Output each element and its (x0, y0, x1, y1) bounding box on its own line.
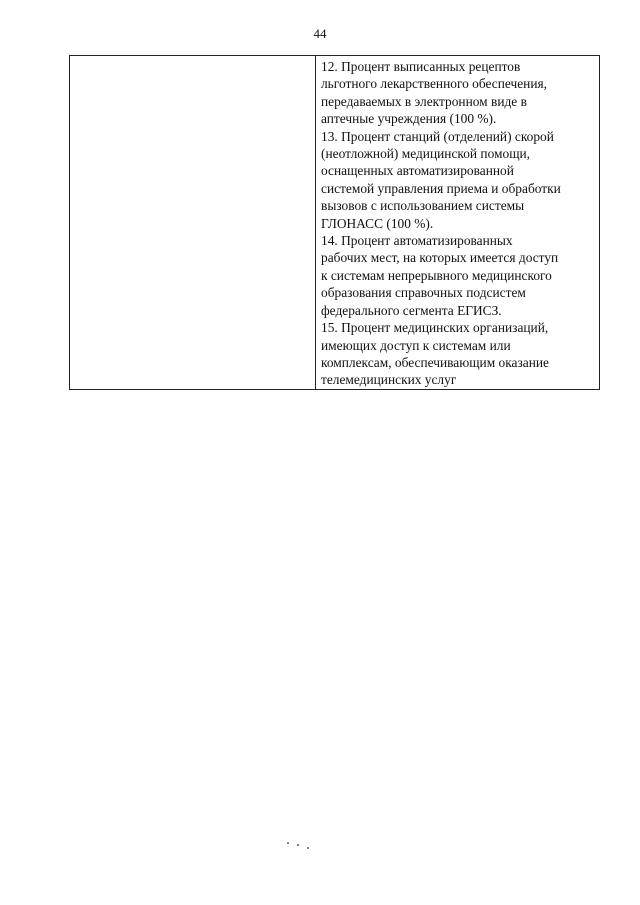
table-cell-left (70, 56, 316, 390)
text-line: 12. Процент выписанных рецептов (321, 59, 521, 74)
table-row (70, 56, 600, 390)
text-line: 15. Процент медицинских организаций, (321, 320, 549, 336)
text-line: передаваемых в электронном виде в (321, 93, 527, 109)
text-line: 14. Процент автоматизированных (321, 233, 513, 249)
table-cell-indicators (316, 56, 600, 390)
text-line: (неотложной) медицинской помощи, (321, 146, 531, 162)
text-line: вызовов с использованием системы (321, 198, 525, 214)
text-line: рабочих мест, на которых имеется доступ (321, 250, 559, 266)
page-number: 44 (313, 26, 327, 41)
text-line: системой управления приема и обработки (321, 180, 561, 196)
text-line: ГЛОНАСС (100 %). (321, 215, 434, 231)
text-line: имеющих доступ к системам или (321, 337, 511, 353)
text-line: комплексам, обеспечивающим оказание (321, 354, 549, 370)
text-line: федерального сегмента ЕГИСЗ. (321, 302, 502, 318)
text-line: аптечные учреждения (100 %). (321, 111, 497, 127)
text-line: льготного лекарственного обеспечения, (321, 76, 548, 92)
text-line: образования справочных подсистем (321, 285, 526, 301)
text-line: к системам непрерывного медицинского (321, 267, 552, 283)
scan-artifact-dots (285, 840, 325, 852)
text-line: оснащенных автоматизированной (321, 163, 514, 179)
indicators-table (69, 55, 600, 390)
text-line: телемедицинских услуг (321, 372, 457, 388)
text-line: 13. Процент станций (отделений) скорой (321, 128, 554, 144)
